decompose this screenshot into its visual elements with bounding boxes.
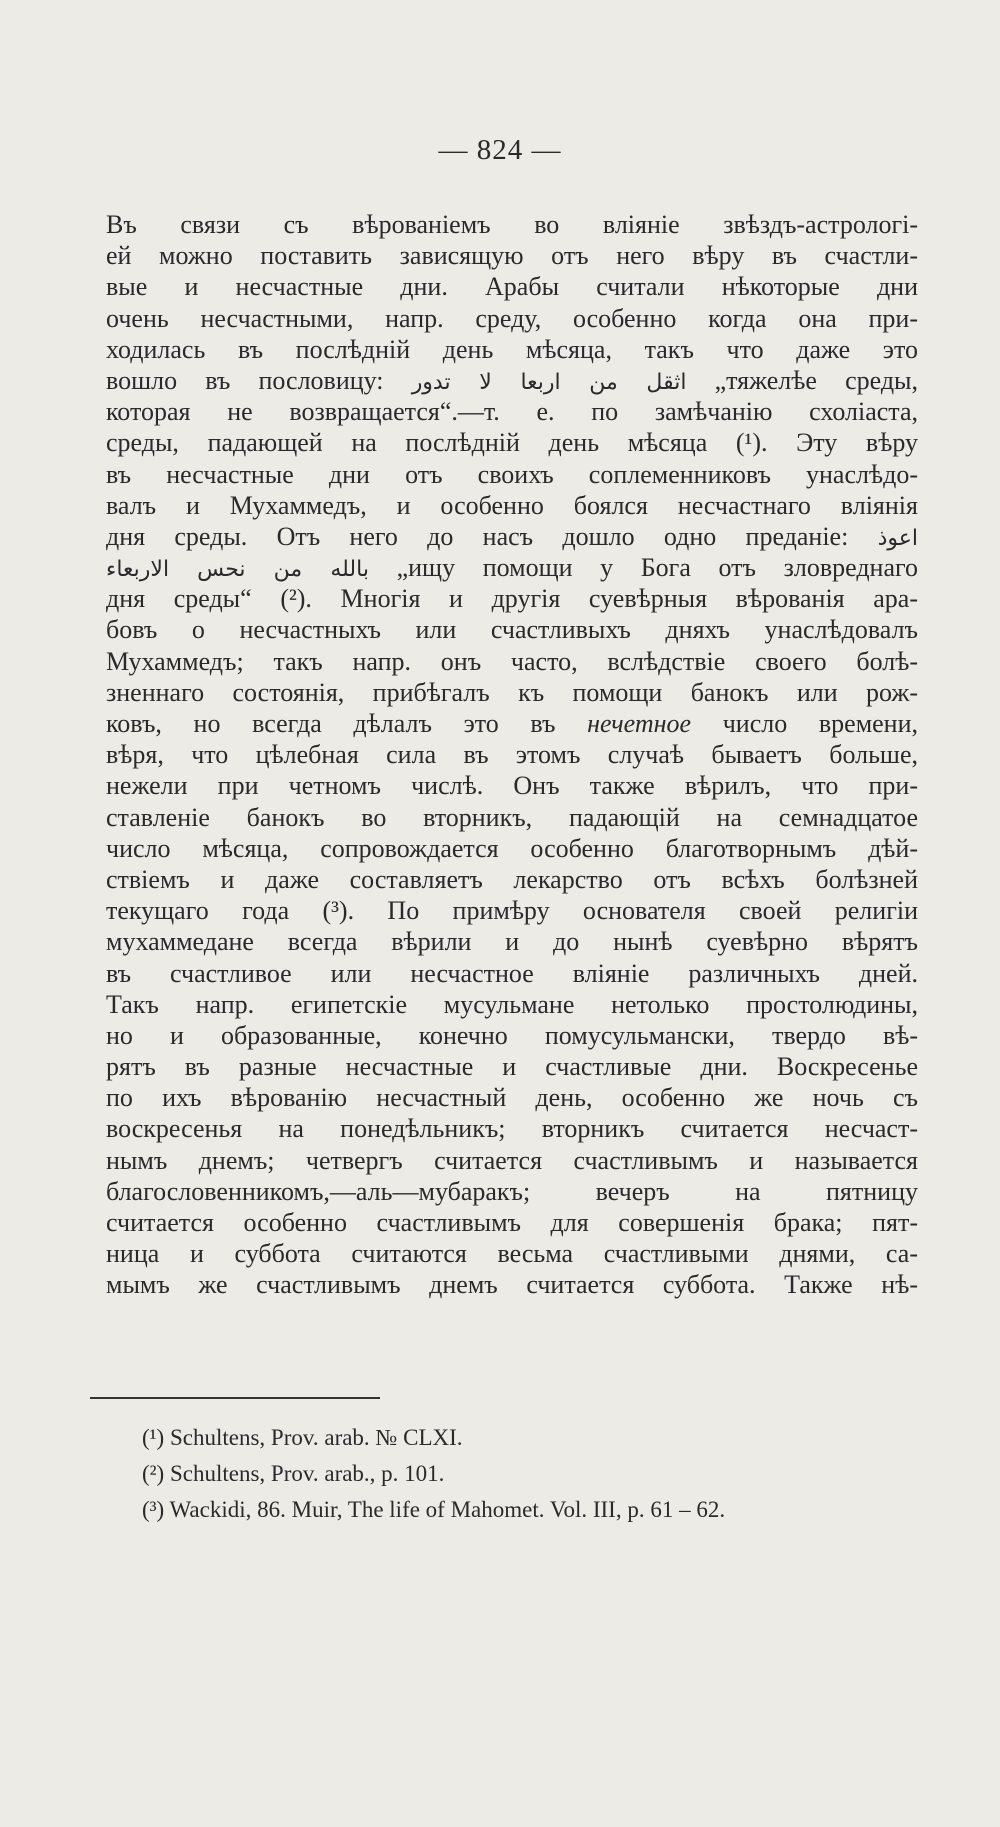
text-line: нежели при четномъ числѣ. Онъ также вѣрилъ, что при- <box>106 771 918 801</box>
text-line: благословенникомъ,—аль—мубаракъ; вечеръ на пятницу <box>106 1176 918 1206</box>
footnote: (³) Wackidi, 86. Muir, The life of Mahomet. Vol. III, p. 61 – 62. <box>142 1497 726 1522</box>
text-line: нымъ днемъ; четвергъ считается счастливымъ и называется <box>106 1145 918 1175</box>
text-line: рятъ въ разные несчастные и счастливые дни. Воскресенье <box>106 1052 918 1082</box>
text-line: вые и несчастные дни. Арабы считали нѣкоторые дни <box>106 272 918 302</box>
text-line: среды, падающей на послѣдній день мѣсяца (¹). Эту вѣру <box>106 428 918 458</box>
text-line: ставленіе банокъ во вторникъ, падающій на семнадцатое <box>106 802 918 832</box>
text-line: по ихъ вѣрованію несчастный день, особенно же ночь съ <box>106 1083 918 1113</box>
text-line: зненнаго состоянія, прибѣгалъ къ помощи банокъ или рож- <box>106 677 918 707</box>
text-line: воскресенья на понедѣльникъ; вторникъ считается несчаст- <box>106 1114 918 1144</box>
body-text <box>106 209 918 1301</box>
text-segment: дня среды. Отъ него до насъ дошло одно преданіе: <box>106 521 849 551</box>
text-line: ходилась въ послѣдній день мѣсяца, такъ что даже это <box>106 334 918 364</box>
text-line <box>106 708 918 739</box>
text-segment: „тяжелѣе среды, <box>714 365 918 395</box>
text-segment: „ищу помощи у Бога отъ зловреднаго <box>396 553 918 583</box>
footnotes <box>142 1420 922 1528</box>
footnote: (¹) Schultens, Prov. arab. № CLXI. <box>142 1425 463 1450</box>
text-line: считается особенно счастливымъ для совершенія брака; пят- <box>106 1208 918 1237</box>
text-line: въ счастливое или несчастное вліяніе различныхъ дней. <box>106 958 918 988</box>
text-line: въ несчастные дни отъ своихъ соплеменниковъ унаслѣдо- <box>106 459 918 489</box>
text-segment: ковъ, но всегда дѣлалъ это въ <box>106 709 556 738</box>
footnote-divider <box>90 1397 380 1399</box>
arabic-hadith-end: بالله من نحس الاربعاء <box>106 557 369 583</box>
arabic-proverb: اثقل من اربعا لا تدور <box>411 369 687 395</box>
text-segment: вошло въ пословицу: <box>106 365 384 395</box>
text-line: ей можно поставить зависящую отъ него вѣру въ счастли- <box>106 241 918 271</box>
text-line: валъ и Мухаммедъ, и особенно боялся несчастнаго вліянія <box>106 490 918 520</box>
text-line: мухаммедане всегда вѣрили и до нынѣ суевѣрно вѣрятъ <box>106 927 918 957</box>
text-line: но и образованные, конечно помусульмански, твердо вѣ- <box>106 1020 918 1050</box>
text-line: Такъ напр. египетскіе мусульмане нетолько простолюдины, <box>106 989 918 1019</box>
text-line <box>106 521 918 552</box>
text-line: ница и суббота считаются весьма счастливыми днями, са- <box>106 1239 918 1269</box>
text-line: Въ связи съ вѣрованіемъ во вліяніе звѣздъ-астрологі- <box>106 210 918 239</box>
text-line <box>106 365 918 396</box>
text-line: дня среды“ (²). Многія и другія суевѣрныя вѣрованія ара- <box>106 584 918 614</box>
page-number: — 824 — <box>438 134 562 166</box>
text-line: текущаго года (³). По примѣру основателя своей религіи <box>106 896 918 926</box>
text-line: ствіемъ и даже составляетъ лекарство отъ всѣхъ болѣзней <box>106 864 918 894</box>
text-line <box>106 552 918 583</box>
text-line: очень несчастными, напр. среду, особенно когда она при- <box>106 303 918 333</box>
text-line: которая не возвращается“.—т. е. по замѣчанію схоліаста, <box>106 397 918 427</box>
italic-word: нечетное <box>587 709 692 738</box>
text-line: Мухаммедъ; такъ напр. онъ часто, вслѣдствіе своего болѣ- <box>106 646 918 676</box>
arabic-hadith-start: اعوذ <box>877 525 918 551</box>
text-line: мымъ же счастливымъ днемъ считается суббота. Также нѣ- <box>106 1270 918 1300</box>
text-line: бовъ о несчастныхъ или счастливыхъ дняхъ унаслѣдовалъ <box>106 615 918 645</box>
text-line: число мѣсяца, сопровождается особенно благотворнымъ дѣй- <box>106 833 918 863</box>
footnote: (²) Schultens, Prov. arab., p. 101. <box>142 1461 445 1486</box>
text-line: вѣря, что цѣлебная сила въ этомъ случаѣ бываетъ больше, <box>106 740 918 770</box>
text-segment: число времени, <box>722 709 918 738</box>
